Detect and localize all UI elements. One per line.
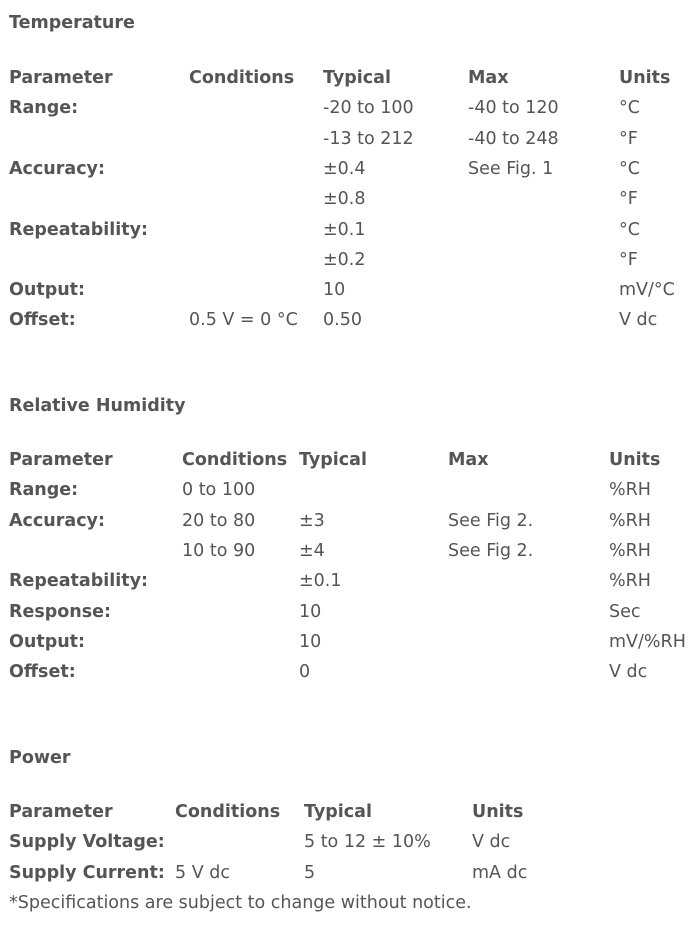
temperature-table-row (0, 93, 700, 123)
humidity-section-title: Relative Humidity (9, 396, 186, 416)
temperature-row-value: -40 to 248 (468, 128, 559, 149)
temperature-row-value: 0.5 V = 0 °C (189, 310, 298, 331)
power-table-row (0, 827, 700, 857)
temperature-table-row (0, 124, 700, 154)
temperature-row-value: 10 (323, 280, 346, 301)
temperature-row-value: See Fig. 1 (468, 158, 554, 179)
humidity-row-value: ±4 (299, 540, 325, 561)
humidity-row-label: Accuracy: (9, 510, 105, 531)
power-row-value: mA dc (472, 862, 528, 883)
power-header-cell: Typical (304, 802, 372, 822)
temperature-header-cell: Parameter (9, 68, 113, 88)
humidity-row-label: Range: (9, 480, 79, 501)
temperature-table-row (0, 245, 700, 275)
temperature-row-value: ±0.2 (323, 249, 366, 270)
humidity-row-value: ±3 (299, 510, 325, 531)
power-header-row (0, 797, 700, 827)
temperature-row-label: Repeatability: (9, 219, 149, 240)
humidity-row-value: V dc (609, 662, 648, 683)
temperature-row-value: mV/°C (619, 280, 675, 301)
power-row-label: Supply Current: (9, 862, 165, 883)
humidity-table-row (0, 506, 700, 536)
temperature-row-value: °C (619, 219, 640, 240)
humidity-row-value: %RH (609, 540, 651, 561)
temperature-table-row (0, 154, 700, 184)
power-row-value: V dc (472, 832, 511, 853)
power-row-label: Supply Voltage: (9, 832, 165, 853)
temperature-header-row (0, 63, 700, 93)
humidity-table-row (0, 566, 700, 596)
temperature-row-value: °C (619, 158, 640, 179)
humidity-row-label: Response: (9, 601, 112, 622)
humidity-row-value: See Fig 2. (448, 540, 534, 561)
power-row-value: 5 V dc (175, 862, 230, 883)
humidity-table-row (0, 536, 700, 566)
humidity-row-value: %RH (609, 480, 651, 501)
humidity-table-row (0, 657, 700, 687)
humidity-row-value: 0 to 100 (182, 480, 256, 501)
temperature-table-row (0, 184, 700, 214)
temperature-row-value: ±0.4 (323, 158, 366, 179)
temperature-section-title: Temperature (9, 13, 135, 33)
temperature-row-value: ±0.1 (323, 219, 366, 240)
power-header-cell: Units (472, 802, 524, 822)
temperature-table-row (0, 275, 700, 305)
temperature-row-value: °F (619, 128, 638, 149)
temperature-header-cell: Max (468, 68, 509, 88)
temperature-row-label: Offset: (9, 310, 76, 331)
temperature-row-value: °F (619, 189, 638, 210)
humidity-row-value: Sec (609, 601, 641, 622)
temperature-row-value: -40 to 120 (468, 98, 559, 119)
humidity-row-value: 0 (299, 662, 311, 683)
humidity-row-label: Output: (9, 631, 86, 652)
humidity-row-value: 20 to 80 (182, 510, 256, 531)
temperature-row-label: Accuracy: (9, 158, 105, 179)
humidity-header-cell: Typical (299, 450, 367, 470)
humidity-header-cell: Parameter (9, 450, 113, 470)
power-header-cell: Parameter (9, 802, 113, 822)
humidity-header-cell: Max (448, 450, 489, 470)
power-header-cell: Conditions (175, 802, 281, 822)
temperature-row-value: -20 to 100 (323, 98, 414, 119)
humidity-row-value: See Fig 2. (448, 510, 534, 531)
humidity-header-cell: Conditions (182, 450, 288, 470)
power-table-row (0, 858, 700, 888)
humidity-table-row (0, 597, 700, 627)
temperature-table-row (0, 215, 700, 245)
footnote: *Specifications are subject to change without notice. (9, 893, 472, 913)
temperature-table-row (0, 305, 700, 335)
humidity-row-value: mV/%RH (609, 631, 686, 652)
humidity-row-value: ±0.1 (299, 571, 342, 592)
temperature-row-value: °F (619, 249, 638, 270)
humidity-header-row (0, 445, 700, 475)
temperature-header-cell: Conditions (189, 68, 295, 88)
power-row-value: 5 to 12 ± 10% (304, 832, 431, 853)
temperature-row-label: Output: (9, 280, 86, 301)
temperature-row-value: -13 to 212 (323, 128, 414, 149)
humidity-table-row (0, 627, 700, 657)
humidity-row-value: %RH (609, 571, 651, 592)
humidity-header-cell: Units (609, 450, 661, 470)
humidity-table-row (0, 475, 700, 505)
temperature-row-value: °C (619, 98, 640, 119)
temperature-header-cell: Typical (323, 68, 391, 88)
power-row-value: 5 (304, 862, 316, 883)
temperature-row-value: 0.50 (323, 310, 362, 331)
humidity-row-label: Repeatability: (9, 571, 149, 592)
temperature-header-cell: Units (619, 68, 671, 88)
humidity-row-value: 10 (299, 601, 322, 622)
temperature-row-label: Range: (9, 98, 79, 119)
humidity-row-value: 10 (299, 631, 322, 652)
humidity-row-value: %RH (609, 510, 651, 531)
temperature-row-value: V dc (619, 310, 658, 331)
power-section-title: Power (9, 748, 71, 768)
temperature-row-value: ±0.8 (323, 189, 366, 210)
humidity-row-label: Offset: (9, 662, 76, 683)
humidity-row-value: 10 to 90 (182, 540, 256, 561)
